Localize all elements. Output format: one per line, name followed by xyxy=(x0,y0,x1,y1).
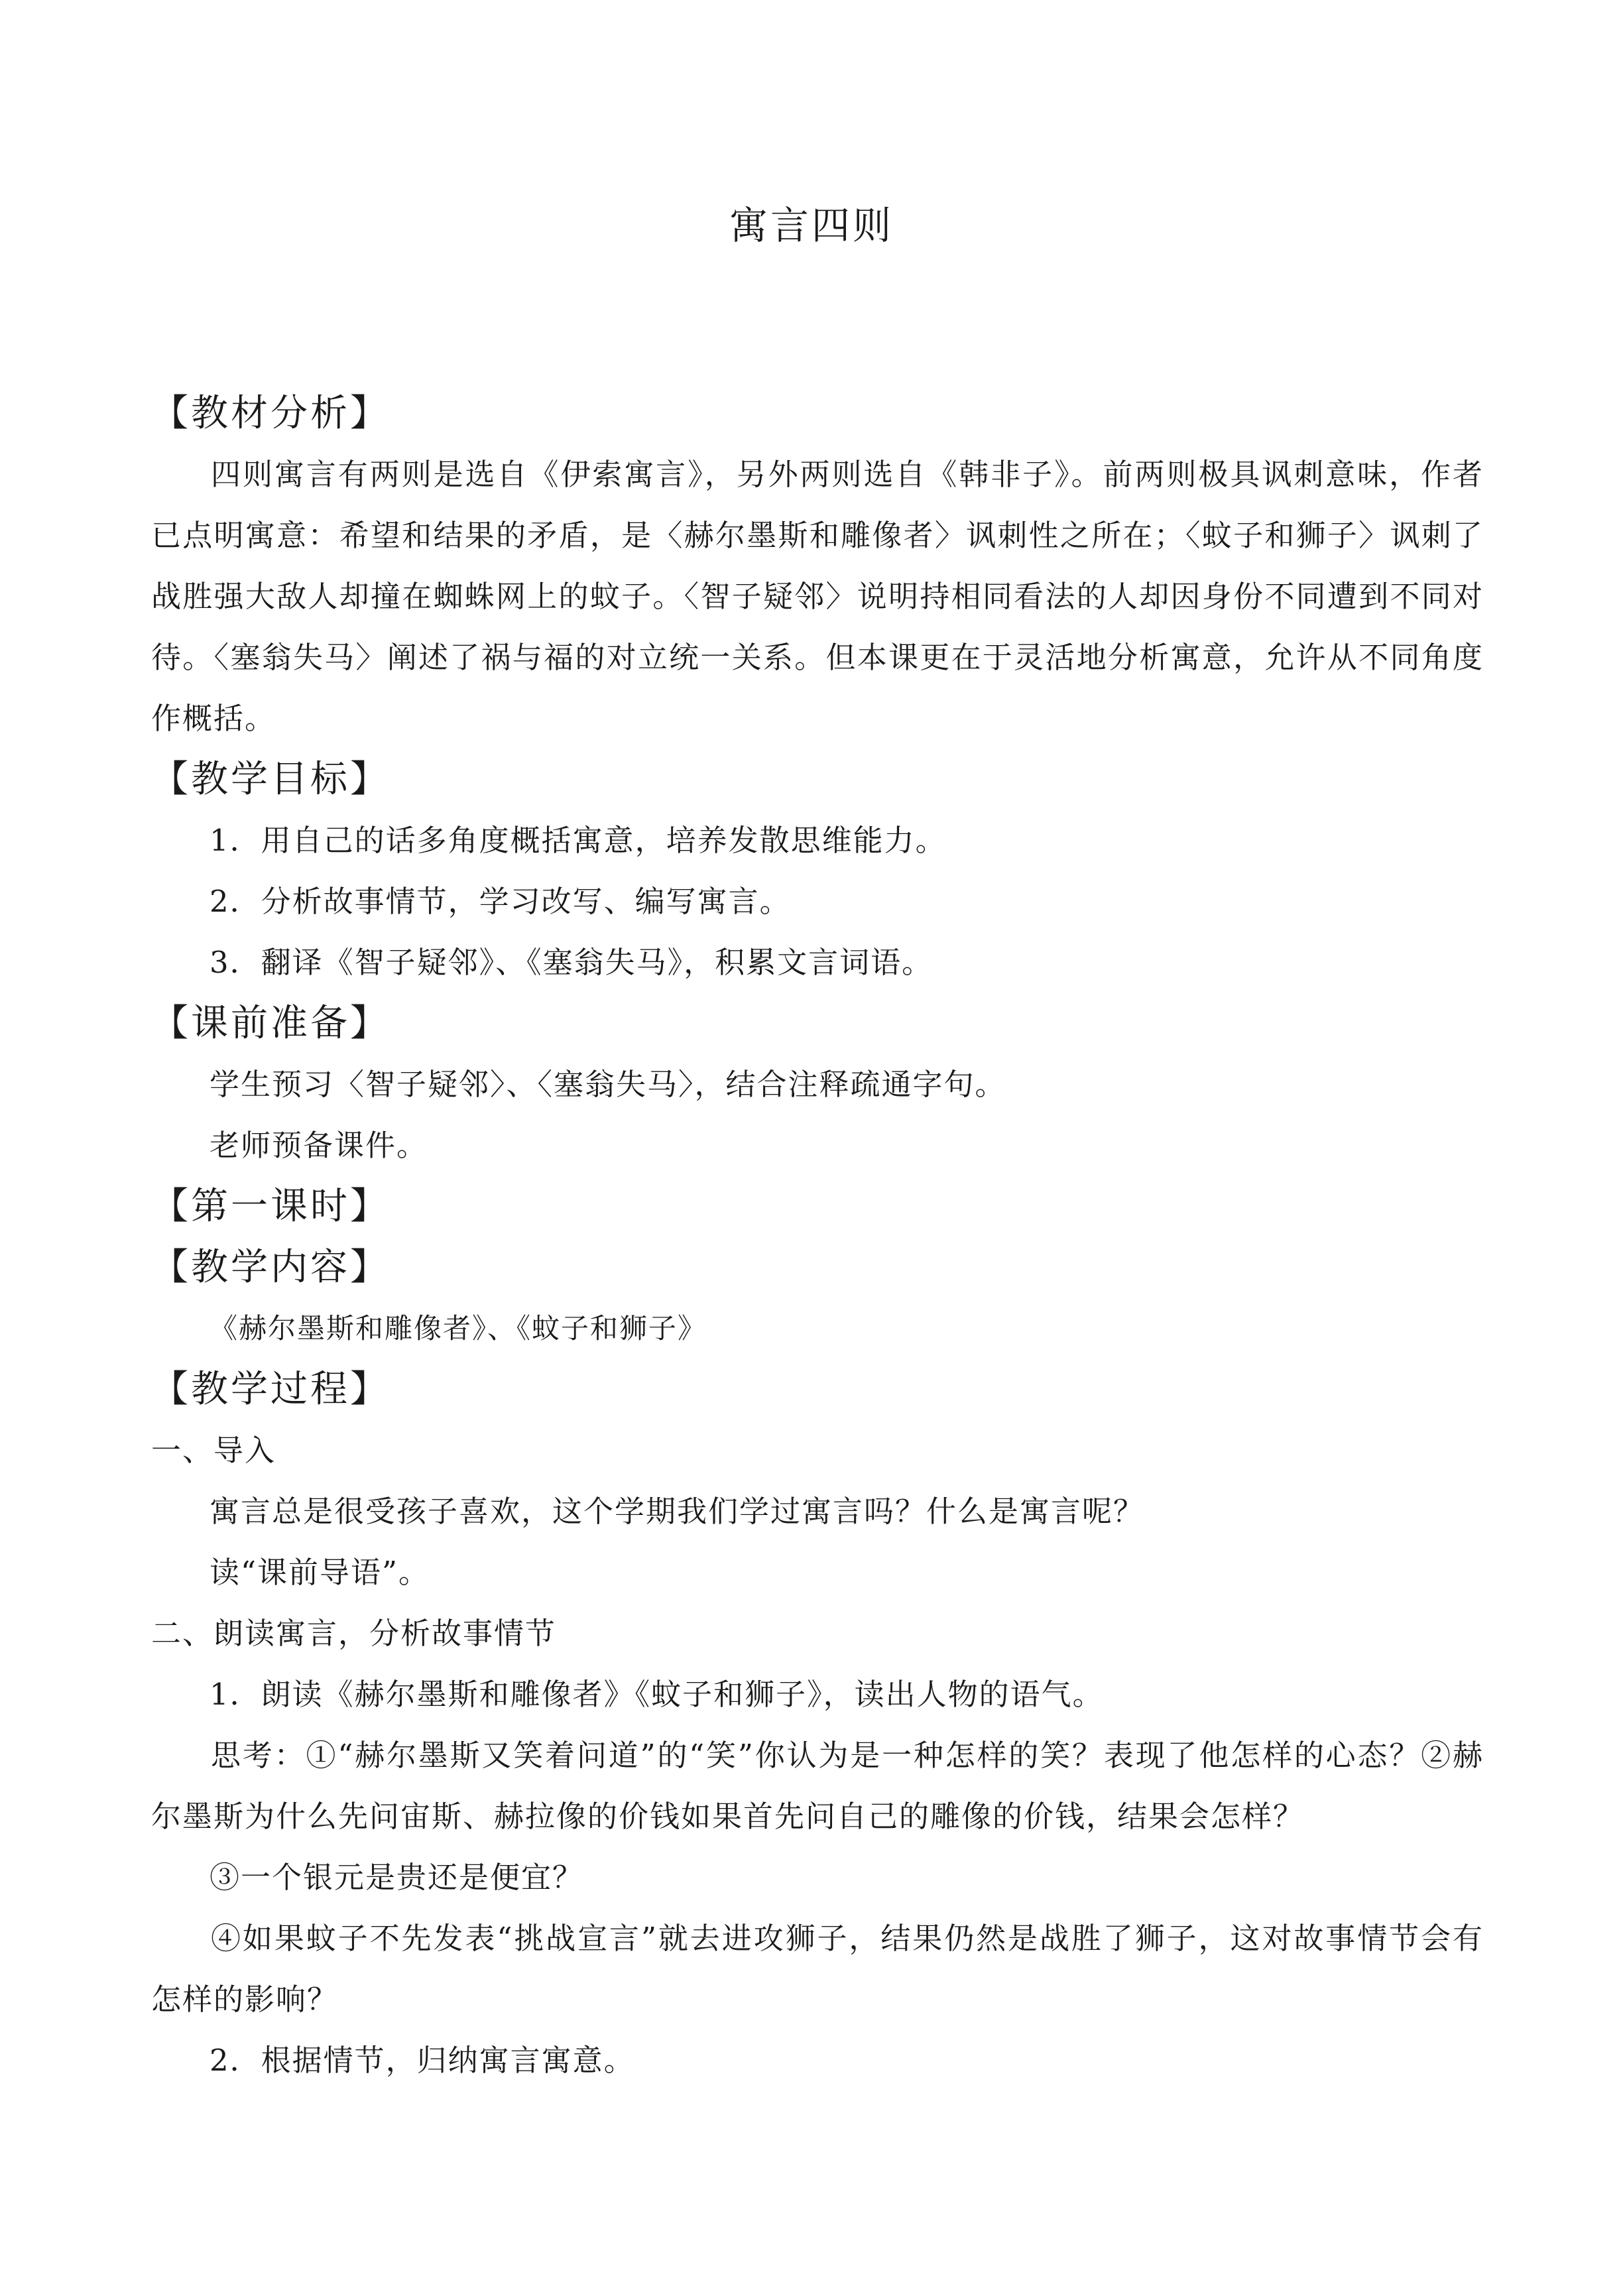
process-line: 2．根据情节，归纳寓言寓意。 xyxy=(210,2043,635,2078)
process-question: ③一个银元是贵还是便宜？ xyxy=(210,1860,584,1895)
heading-teaching-process: 【教学过程】 xyxy=(151,1368,390,1411)
process-line: 寓言总是很受孩子喜欢，这个学期我们学过寓言吗？什么是寓言呢？ xyxy=(210,1494,1145,1529)
heading-material-analysis: 【教材分析】 xyxy=(151,392,390,435)
teaching-content-text: 《赫尔墨斯和雕像者》、《蚊子和狮子》 xyxy=(210,1312,707,1345)
heading-teaching-content: 【教学内容】 xyxy=(151,1246,390,1289)
document-title: 寓言四则 xyxy=(729,203,894,248)
process-line: 读“课前导语”。 xyxy=(210,1555,430,1590)
heading-preparation: 【课前准备】 xyxy=(151,1002,390,1045)
process-think-questions: 思考：①“赫尔墨斯又笑着问道”的“笑”你认为是一种怎样的笑？表现了他怎样的心态？②赫尔墨斯为什么先问宙斯、赫拉像的价钱如果首先问自己的雕像的价钱，结果会怎样？ xyxy=(151,1738,1484,1834)
goal-item: 3．翻译《智子疑邻》、《塞翁失马》，积累文言词语。 xyxy=(210,945,933,980)
heading-teaching-goals: 【教学目标】 xyxy=(151,758,390,801)
preparation-item: 学生预习〈智子疑邻〉、〈塞翁失马〉，结合注释疏通字句。 xyxy=(210,1067,1006,1102)
heading-first-lesson: 【第一课时】 xyxy=(151,1185,390,1228)
process-question: ④如果蚊子不先发表“挑战宣言”就去进攻狮子，结果仍然是战胜了狮子，这对故事情节会有怎样的影响？ xyxy=(151,1921,1484,2017)
goal-item: 1．用自己的话多角度概括寓意，培养发散思维能力。 xyxy=(210,823,947,858)
process-line: 1．朗读《赫尔墨斯和雕像者》《蚊子和狮子》，读出人物的语气。 xyxy=(210,1677,1104,1712)
preparation-item: 老师预备课件。 xyxy=(210,1128,428,1163)
document-body xyxy=(151,383,1484,2091)
material-analysis-text: 四则寓言有两则是选自《伊索寓言》，另外两则选自《韩非子》。前两则极具讽刺意味，作者已点明寓意：希望和结果的矛盾，是〈赫尔墨斯和雕像者〉讽刺性之所在；〈蚊子和狮子〉讽刺了战胜强大敌人却撞在蜘蛛网上的蚊子。〈智子疑邻〉说明持相同看法的人却因身份不同遭到不同对待。〈塞翁失马〉阐述了祸与福的对立统一关系。但本课更在于灵活地分析寓意，允许从不同角度作概括。 xyxy=(151,457,1484,736)
process-step-title: 一、导入 xyxy=(151,1433,276,1468)
process-step-title: 二、朗读寓言，分析故事情节 xyxy=(151,1616,557,1651)
goal-item: 2．分析故事情节，学习改写、编写寓言。 xyxy=(210,884,791,919)
